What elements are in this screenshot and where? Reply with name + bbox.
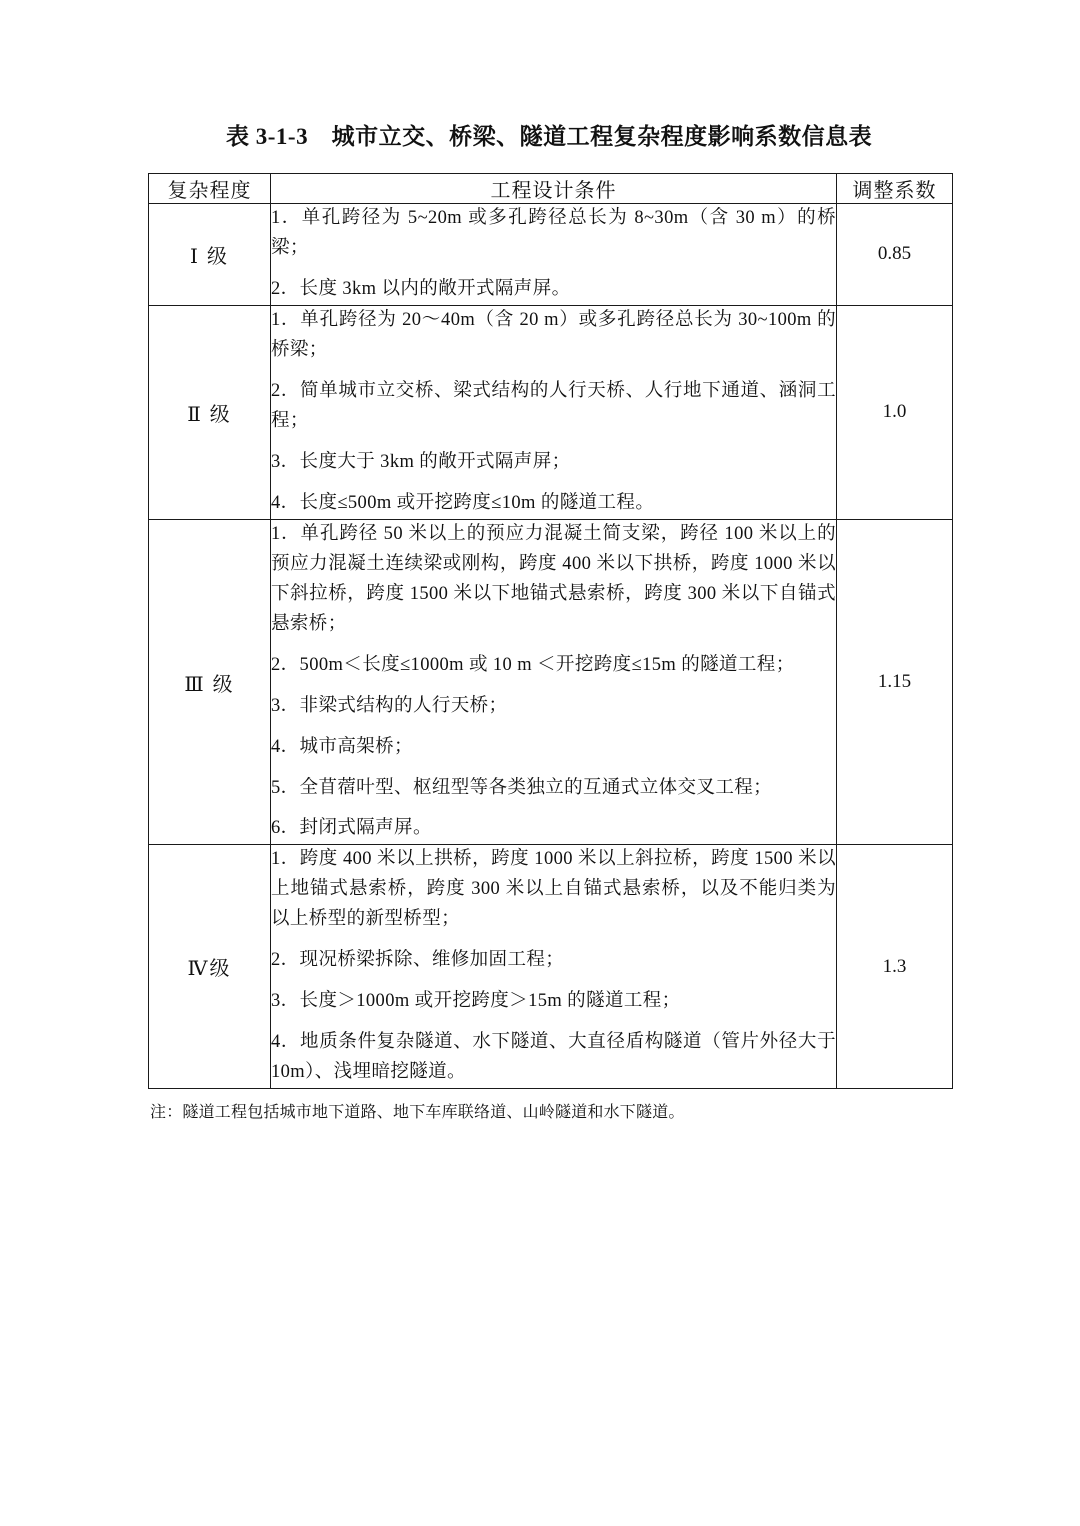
condition-item: 1．单孔跨径为 20～40m（含 20 m）或多孔跨径总长为 30~100m 的桥梁； (271, 309, 836, 360)
column-header-condition: 工程设计条件 (271, 174, 837, 204)
condition-item: 1．单孔跨径为 5~20m 或多孔跨径总长为 8~30m（含 30 m）的桥梁； (271, 208, 836, 258)
condition-item: 2．现况桥梁拆除、维修加固工程； (271, 950, 565, 971)
condition-item: 4．城市高架桥； (271, 736, 413, 757)
complexity-coefficient-table (148, 173, 953, 1089)
condition-item: 3．非梁式结构的人行天桥； (271, 695, 508, 716)
table-row (149, 204, 953, 306)
condition-item: 1．跨度 400 米以上拱桥，跨度 1000 米以上斜拉桥，跨度 1500 米以上地锚式悬索桥，跨度 300 米以上自锚式悬索桥，以及不能归类为以上桥型的新型桥型； (271, 849, 836, 930)
condition-item: 2．500m＜长度≤1000m 或 10 m ＜开挖跨度≤15m 的隧道工程； (271, 654, 795, 675)
column-header-level: 复杂程度 (149, 174, 271, 204)
condition-item: 4．长度≤500m 或开挖跨度≤10m 的隧道工程。 (271, 492, 655, 513)
condition-cell (271, 204, 837, 306)
column-header-coefficient: 调整系数 (837, 174, 953, 204)
table-row (149, 845, 953, 1089)
table-row (149, 305, 953, 519)
coefficient-value: 1.0 (837, 305, 953, 519)
level-label: Ⅱ 级 (149, 305, 271, 519)
condition-item: 5．全苜蓿叶型、枢纽型等各类独立的互通式立体交叉工程； (271, 777, 773, 798)
condition-item: 3．长度大于 3km 的敞开式隔声屏； (271, 451, 571, 472)
condition-cell (271, 845, 837, 1089)
condition-item: 4．地质条件复杂隧道、水下隧道、大直径盾构隧道（管片外径大于 10m）、浅埋暗挖隧道。 (271, 1032, 836, 1083)
coefficient-value: 0.85 (837, 204, 953, 306)
level-label: Ⅳ级 (149, 845, 271, 1089)
table-note: 注：隧道工程包括城市地下道路、地下车库联络道、山岭隧道和水下隧道。 (150, 1104, 685, 1122)
coefficient-value: 1.15 (837, 519, 953, 845)
table-row (149, 519, 953, 845)
level-label: Ⅰ 级 (149, 204, 271, 306)
coefficient-value: 1.3 (837, 845, 953, 1089)
condition-item: 1．单孔跨径 50 米以上的预应力混凝土简支梁，跨径 100 米以上的预应力混凝土连续梁或刚构，跨度 400 米以下拱桥，跨度 1000 米以下斜拉桥，跨度 1500 米以下地锚式悬索桥，跨度 300 米以下自锚式悬索桥； (271, 523, 836, 634)
condition-item: 3．长度＞1000m 或开挖跨度＞15m 的隧道工程； (271, 991, 681, 1012)
condition-item: 2．简单城市立交桥、梁式结构的人行天桥、人行地下通道、涵洞工程； (271, 380, 836, 431)
page-title: 表 3-1-3 城市立交、桥梁、隧道工程复杂程度影响系数信息表 (226, 124, 873, 149)
table-header-row (149, 174, 953, 204)
condition-cell (271, 305, 837, 519)
condition-item: 6．封闭式隔声屏。 (271, 818, 432, 839)
condition-item: 2．长度 3km 以内的敞开式隔声屏。 (271, 278, 571, 299)
condition-cell (271, 519, 837, 845)
level-label: Ⅲ 级 (149, 519, 271, 845)
